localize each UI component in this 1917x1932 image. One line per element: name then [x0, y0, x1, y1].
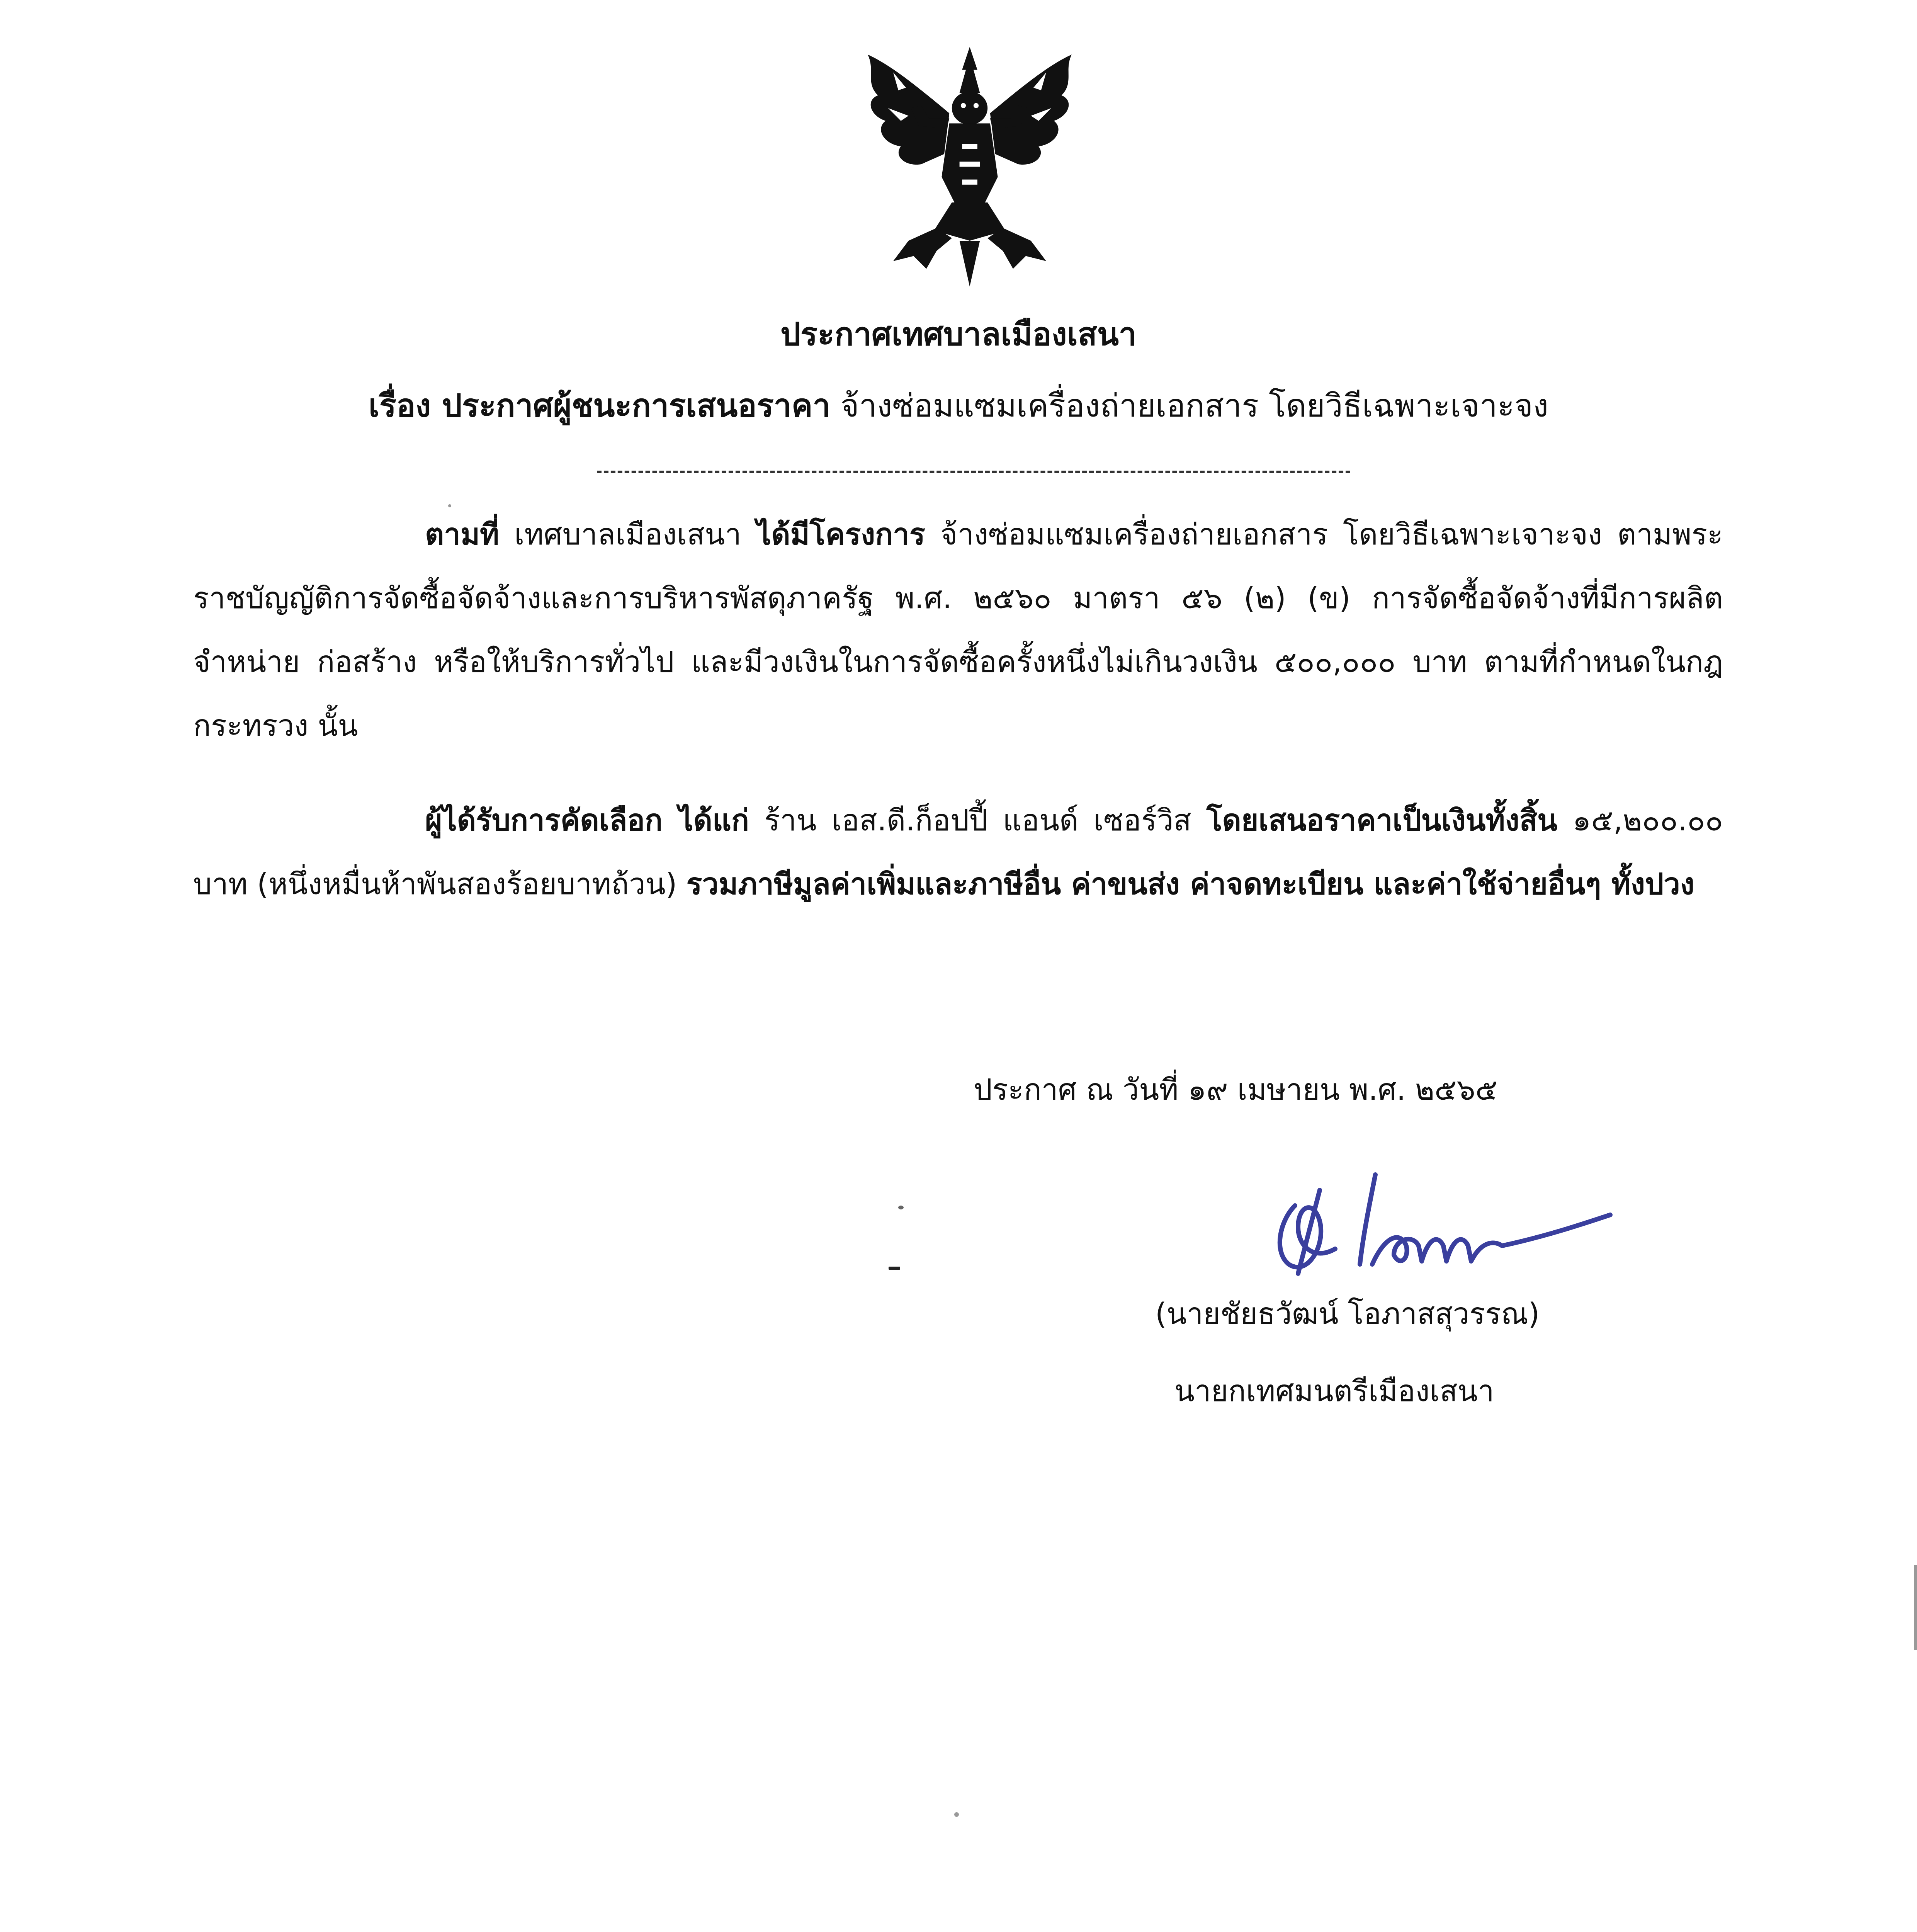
p1-has-project: ได้มีโครงการ	[756, 517, 925, 551]
p2-lead: ผู้ได้รับการคัดเลือก ได้แก่	[425, 803, 749, 837]
signature-mark	[1252, 1144, 1623, 1283]
announcement-date: ประกาศ ณ วันที่ ๑๙ เมษายน พ.ศ. ๒๕๖๕	[974, 1072, 1498, 1107]
dashed-divider	[597, 471, 1350, 473]
paragraph-winner	[193, 788, 1723, 916]
garuda-emblem-icon	[842, 37, 1097, 292]
p1-organization: เทศบาลเมืองเสนา	[514, 517, 741, 551]
signer-name: (นายชัยธวัฒน์ โอภาสสุวรรณ)	[1155, 1296, 1540, 1331]
p2-offer: โดยเสนอราคาเป็นเงินทั้งสิ้น	[1206, 803, 1558, 837]
scan-speck	[889, 1267, 900, 1270]
scan-speck	[448, 504, 451, 507]
p2-tail: รวมภาษีมูลค่าเพิ่มและภาษีอื่น ค่าขนส่ง ค่าจดทะเบียน และค่าใช้จ่ายอื่นๆ ทั้งปวง	[686, 867, 1694, 901]
scan-speck	[898, 1206, 904, 1209]
paragraph-project	[193, 502, 1723, 757]
subject-text: จ้างซ่อมแซมเครื่องถ่ายเอกสาร โดยวิธีเฉพาะเจาะจง	[840, 388, 1549, 424]
p2-vendor: ร้าน เอส.ดี.ก็อปปี้ แอนด์ เซอร์วิส	[764, 803, 1191, 837]
announcement-title: ประกาศเทศบาลเมืองเสนา	[780, 316, 1137, 353]
announcement-subject	[0, 381, 1917, 431]
p2-amount: ๑๕,๒๐๐.๐๐ บาท (หนึ่งหมื่นห้าพันสองร้อยบาทถ้วน)	[193, 803, 1723, 901]
p1-lead: ตามที่	[425, 517, 500, 551]
scan-edge-mark	[1914, 1565, 1917, 1650]
scan-speck	[954, 1812, 959, 1817]
subject-label: เรื่อง ประกาศผู้ชนะการเสนอราคา	[368, 388, 831, 424]
signer-title: นายกเทศมนตรีเมืองเสนา	[1174, 1374, 1494, 1408]
p1-details: จ้างซ่อมแซมเครื่องถ่ายเอกสาร โดยวิธีเฉพาะเจาะจง ตามพระราชบัญญัติการจัดซื้อจัดจ้างและการบริหารพัสดุภาครัฐ พ.ศ. ๒๕๖๐ มาตรา ๕๖ (๒) (ข) การจัดซื้อจัดจ้างที่มีการผลิต จำหน่าย ก่อสร้าง หรือให้บริการทั่วไป และมีวงเงินในการจัดซื้อครั้งหนึ่งไม่เกินวงเงิน ๕๐๐,๐๐๐ บาท ตามที่กำหนดในกฎกระทรวง นั้น	[193, 517, 1723, 743]
